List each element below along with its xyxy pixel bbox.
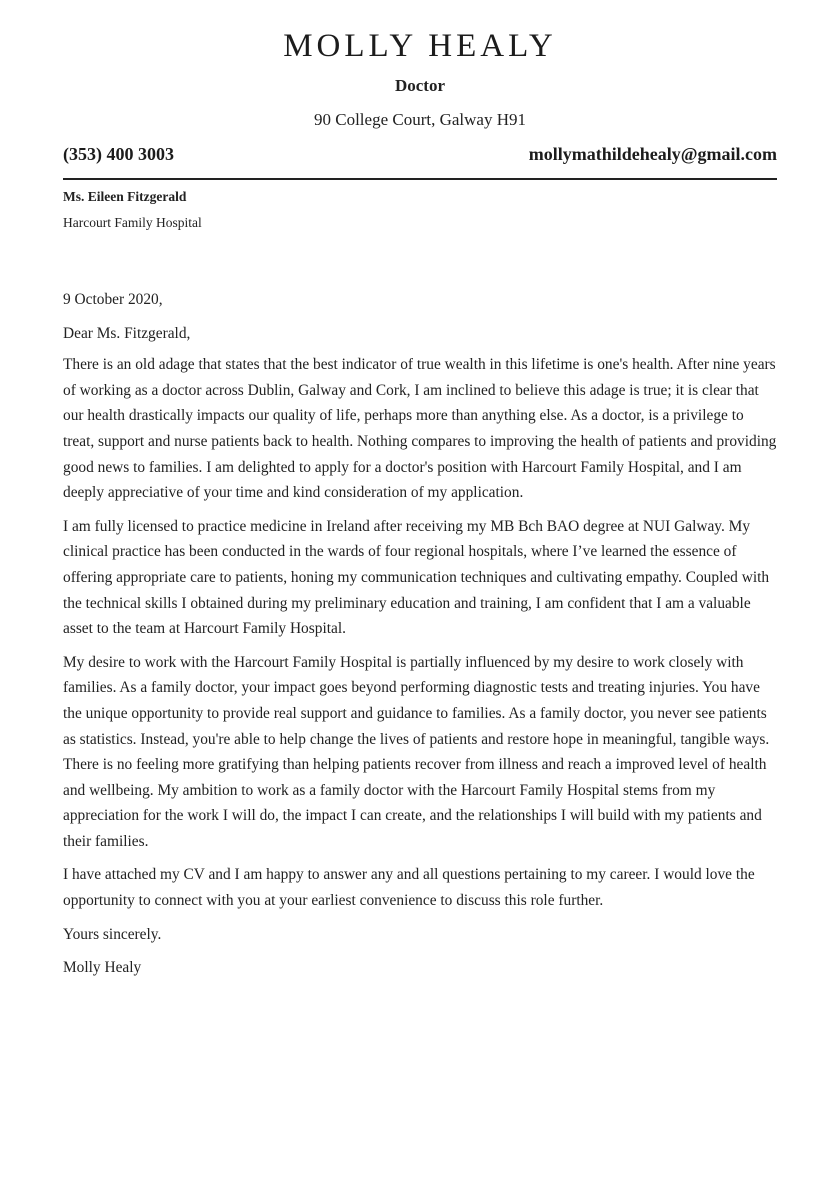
letter-body bbox=[63, 287, 777, 989]
paragraph-qualifications: I am fully licensed to practice medicine in Ireland after receiving my MB Bch BAO degree at NUI Galway. My clinical practice has been conducted in the wards of four regional hospitals, where I’ve learned the essence of offering appropriate care to patients, honing my communication techniques and cultivating empathy. Coupled with the technical skills I obtained during my preliminary education and training, I am confident that I am a valuable asset to the team at Harcourt Family Hospital. bbox=[63, 517, 770, 638]
paragraph-introduction: There is an old adage that states that the best indicator of true wealth in this lifetime is one's health. After nine years of working as a doctor across Dublin, Galway and Cork, I am inclined to believe this adage is true; it is clear that our health drastically impacts our quality of life, perhaps more than anything else. As a doctor, is a privilege to treat, support and nurse patients back to health. Nothing compares to improving the health of patients and providing good news to families. I am delighted to apply for a doctor's position with Harcourt Family Hospital, and I am deeply appreciative of your time and kind consideration of my application. bbox=[63, 356, 777, 502]
header-divider bbox=[63, 178, 777, 180]
salutation: Dear Ms. Fitzgerald, bbox=[63, 324, 191, 342]
applicant-name: MOLLY HEALY bbox=[283, 28, 557, 64]
recipient-name: Ms. Eileen Fitzgerald bbox=[63, 189, 187, 204]
signature: Molly Healy bbox=[63, 959, 142, 977]
contact-row bbox=[63, 144, 777, 168]
job-title: Doctor bbox=[394, 76, 446, 95]
recipient-organization: Harcourt Family Hospital bbox=[63, 215, 202, 230]
paragraph-motivation: My desire to work with the Harcourt Family Hospital is partially influenced by my desire to work closely with families. As a family doctor, your impact goes beyond performing diagnostic tests and treating injuries. You have the unique opportunity to provide real support and guidance to families. As a family doctor, you never see patients as statistics. Instead, you're able to help change the lives of patients and restore hope in meaningful, tangible ways. There is no feeling more gratifying than helping patients recover from illness and reach a improved level of health and wellbeing. My ambition to work as a family doctor with the Harcourt Family Hospital stems from my appreciation for the work I will do, the impact I can create, and the relationships I will build with my patients and their families. bbox=[63, 653, 770, 850]
closing-phrase: Yours sincerely. bbox=[63, 925, 162, 943]
email-address: mollymathildehealy@gmail.com bbox=[528, 144, 777, 164]
applicant-address: 90 College Court, Galway H91 bbox=[314, 110, 526, 129]
phone-number: (353) 400 3003 bbox=[63, 144, 174, 164]
letter-date: 9 October 2020, bbox=[63, 291, 163, 308]
paragraph-closing: I have attached my CV and I am happy to answer any and all questions pertaining to my career. I would love the opportunity to connect with you at your earliest convenience to discuss this role further. bbox=[63, 866, 755, 910]
